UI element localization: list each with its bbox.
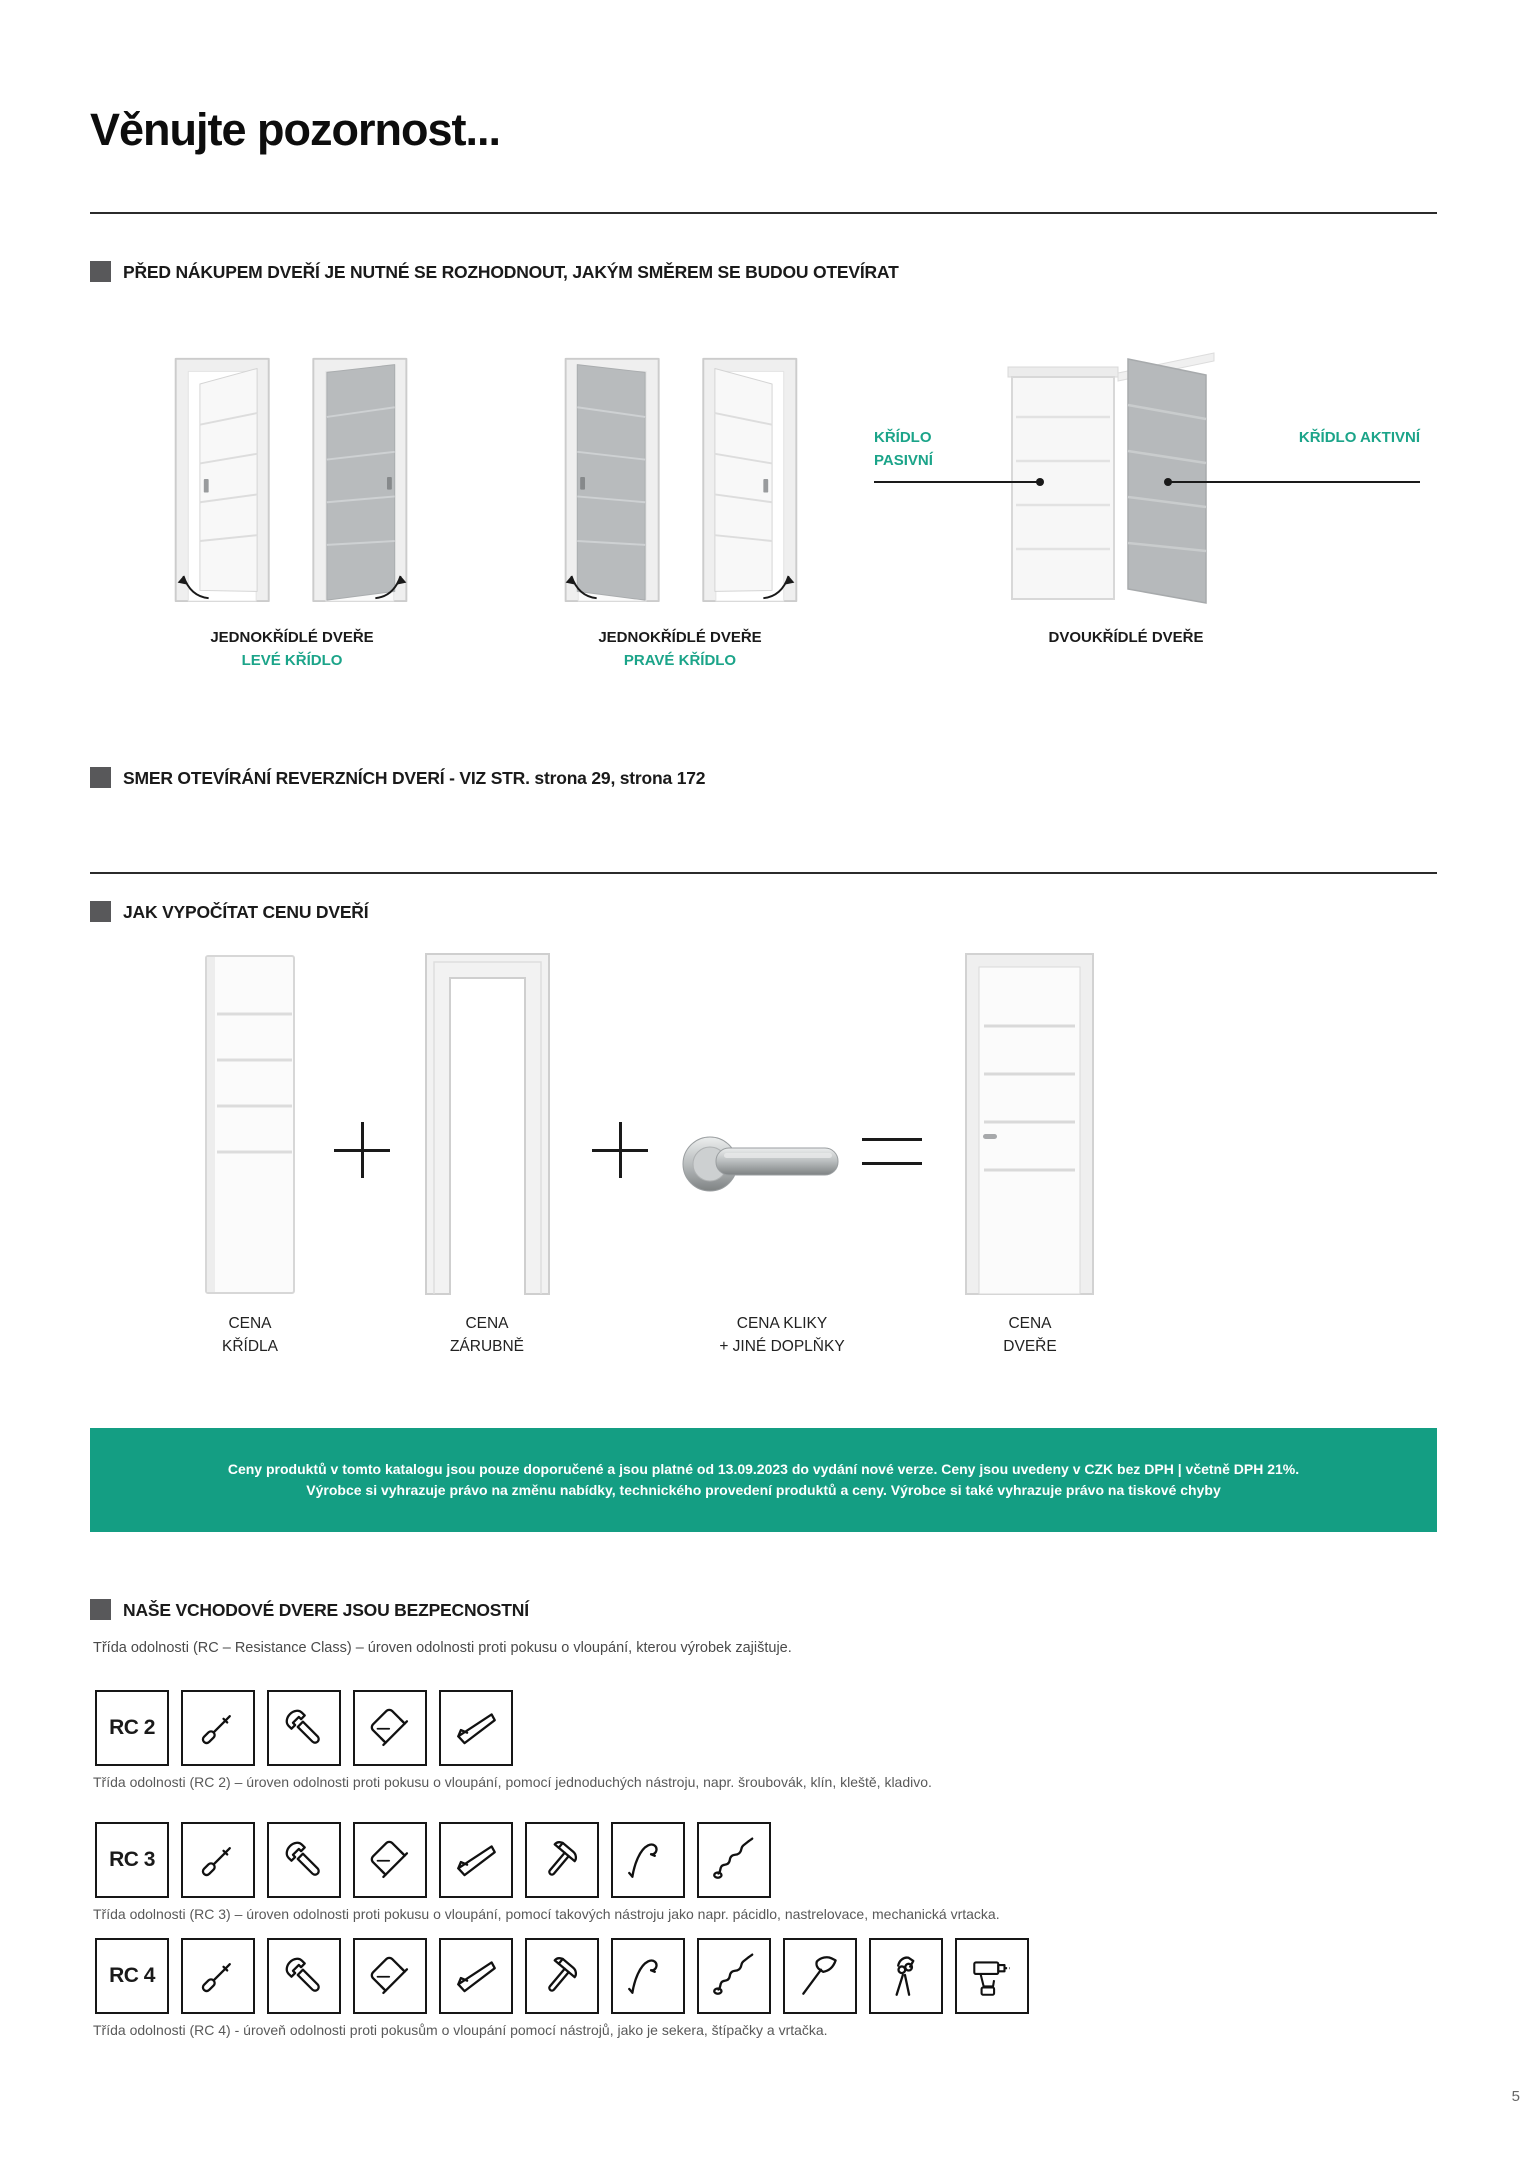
section-price-heading	[90, 900, 368, 923]
passive-wing-label: KŘÍDLO PASIVNÍ	[874, 429, 933, 469]
caption-double-door: DVOUKŘÍDLÉ DVEŘE	[1048, 629, 1204, 646]
axe-icon	[783, 1938, 857, 2014]
heading-bullet-square	[90, 1599, 111, 1620]
single-door-right-illustration	[554, 342, 806, 614]
caption-line: + JINÉ DOPLŇKY	[719, 1338, 845, 1355]
equals-sign	[862, 1136, 922, 1166]
rc2-code: RC 2	[109, 1716, 155, 1739]
caption-door-price	[920, 1312, 1140, 1358]
wedge-icon	[439, 1690, 513, 1766]
caption-frame-price	[377, 1312, 597, 1358]
hammer-icon	[525, 1938, 599, 2014]
rc3-description: Třída odolnosti (RC 3) – úroven odolnosti proti pokusu o vloupání, pomocí takových nástroju jako napr. pácidlo, nastrelovace, mechanická vrtacka.	[93, 1906, 1000, 1922]
rc2-icons	[181, 1690, 513, 1766]
price-notice-line2: Výrobce si vyhrazuje právo na změnu nabídky, technického provedení produktů a ceny. Výrobce si také vyhrazuje právo na tiskové chyby	[306, 1482, 1221, 1498]
active-pointer-dot	[1164, 478, 1172, 486]
heading-bullet-square	[90, 767, 111, 788]
hacksaw-icon	[353, 1938, 427, 2014]
caption-right-single-line1: JEDNOKŘÍDLÉ DVEŘE	[598, 629, 762, 646]
caption-line: DVEŘE	[1003, 1338, 1057, 1355]
caption-line: CENA KLIKY	[736, 1315, 828, 1332]
bolt-cutters-icon	[869, 1938, 943, 2014]
caption-right-single	[568, 626, 792, 672]
caption-line: CENA	[228, 1315, 272, 1332]
active-wing-label: KŘÍDLO AKTIVNÍ	[1298, 429, 1420, 446]
rc4-row	[95, 1938, 1029, 2014]
pipe-wrench-icon	[267, 1690, 341, 1766]
pipe-wrench-icon	[267, 1822, 341, 1898]
hammer-icon	[525, 1822, 599, 1898]
hacksaw-icon	[353, 1690, 427, 1766]
wedge-icon	[439, 1938, 513, 2014]
rc3-icons	[181, 1822, 771, 1898]
caption-leaf-price	[140, 1312, 360, 1358]
plus-sign	[592, 1122, 648, 1178]
section-price-heading-text: JAK VYPOČÍTAT CENU DVEŘÍ	[123, 902, 369, 922]
crowbar-icon	[611, 1938, 685, 2014]
passive-pointer-dot	[1036, 478, 1044, 486]
rc4-description: Třída odolnosti (RC 4) - úroveň odolnosti proti pokusům o vloupání pomocí nástrojů, jako je sekera, štípačky a vrtačka.	[93, 2022, 828, 2038]
rc3-code-box	[95, 1822, 169, 1898]
divider-middle	[90, 872, 1437, 874]
section-direction-heading-text: PŘED NÁKUPEM DVEŘÍ JE NUTNÉ SE ROZHODNOUT, JAKÝM SMĚREM SE BUDOU OTEVÍRAT	[123, 262, 899, 282]
rc4-icons	[181, 1938, 1029, 2014]
price-notice-text	[192, 1459, 1335, 1501]
rc3-code: RC 3	[109, 1848, 155, 1871]
section-security-heading	[90, 1598, 529, 1621]
caption-line: KŘÍDLA	[222, 1338, 278, 1355]
screwdriver-icon	[181, 1822, 255, 1898]
screwdriver-icon	[181, 1938, 255, 2014]
caption-left-single-line2: LEVÉ KŘÍDLO	[241, 652, 343, 669]
wedge-icon	[439, 1822, 513, 1898]
rc4-code-box	[95, 1938, 169, 2014]
section-reverse-heading	[90, 766, 705, 789]
heading-bullet-square	[90, 901, 111, 922]
rc4-code: RC 4	[109, 1964, 155, 1987]
price-notice-banner	[90, 1428, 1437, 1532]
section-security-heading-text: NAŠE VCHODOVÉ DVERE JSOU BEZPECNOSTNÍ	[123, 1600, 529, 1620]
caption-right-single-line2: PRAVÉ KŘÍDLO	[623, 652, 737, 669]
rc3-row	[95, 1822, 771, 1898]
crowbar-icon	[611, 1822, 685, 1898]
pipe-wrench-icon	[267, 1938, 341, 2014]
door-handle-illustration	[672, 1100, 852, 1230]
page-title: Věnujte pozornost...	[90, 104, 501, 155]
door-frame-illustration	[420, 948, 555, 1298]
caption-handle-price	[672, 1312, 892, 1358]
door-leaf-illustration	[200, 952, 300, 1297]
heading-bullet-square	[90, 261, 111, 282]
single-door-left-illustration	[166, 342, 418, 614]
caption-line: CENA	[1008, 1315, 1052, 1332]
hand-drill-icon	[697, 1938, 771, 2014]
rc2-row	[95, 1690, 513, 1766]
rc2-description: Třída odolnosti (RC 2) – úroven odolnosti proti pokusu o vloupání, pomocí jednoduchých nástroju, napr. šroubovák, klín, kleště, kladivo.	[93, 1774, 932, 1790]
caption-line: ZÁRUBNĚ	[449, 1338, 525, 1355]
complete-door-illustration	[962, 948, 1097, 1300]
passive-pointer-line	[874, 481, 1040, 483]
caption-left-single-line1: JEDNOKŘÍDLÉ DVEŘE	[210, 629, 374, 646]
caption-left-single	[180, 626, 404, 672]
rc2-code-box	[95, 1690, 169, 1766]
hacksaw-icon	[353, 1822, 427, 1898]
active-pointer-line	[1168, 481, 1420, 483]
caption-line: CENA	[465, 1315, 509, 1332]
hand-drill-icon	[697, 1822, 771, 1898]
screwdriver-icon	[181, 1690, 255, 1766]
section-direction-heading	[90, 260, 899, 283]
drill-icon	[955, 1938, 1029, 2014]
page-number: 5	[1511, 2088, 1520, 2105]
double-door-illustration	[1000, 342, 1240, 614]
divider-top	[90, 212, 1437, 214]
price-notice-line1: Ceny produktů v tomto katalogu jsou pouze doporučené a jsou platné od 13.09.2023 do vydání nové verze. Ceny jsou uvedeny v CZK bez DPH | včetně DPH 21%.	[227, 1461, 1300, 1477]
plus-sign	[334, 1122, 390, 1178]
section-reverse-heading-text: SMER OTEVÍRÁNÍ REVERZNÍCH DVERÍ - VIZ STR. strona 29, strona 172	[123, 768, 706, 788]
security-intro-text: Třída odolnosti (RC – Resistance Class) – úroven odolnosti proti pokusu o vloupání, kterou výrobek zajištuje.	[93, 1640, 792, 1656]
